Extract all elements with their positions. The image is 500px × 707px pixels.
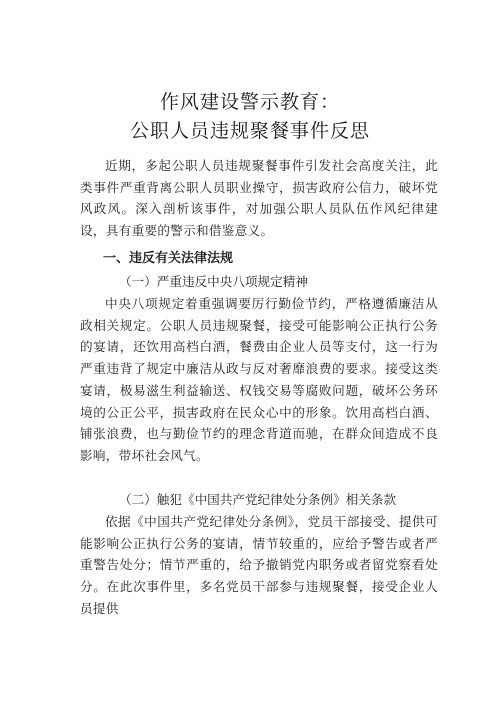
- subsection2-paragraph: 依据《中国共产党纪律处分条例》，党员干部接受、提供可能影响公正执行公务的宴请，情节较重的，应给予警告或者严重警告处分；情节严重的，给予撤销党内职务或者留党察看处分。在此次事件里，多名党员干部参与违规聚餐，接受企业人员提供: [80, 514, 438, 616]
- subsection1-heading: （一）严重违反中央八项规定精神: [119, 274, 308, 289]
- subsection2-heading: （二）触犯《中国共产党纪律处分条例》相关条款: [119, 492, 397, 507]
- section1-heading: 一、违反有关法律法规: [103, 251, 234, 266]
- document-title-line1: 作风建设警示教育：: [159, 91, 340, 113]
- subsection1-paragraph: 中央八项规定着重强调要厉行勤俭节约，严格遵循廉洁从政相关规定。公职人员违规聚餐，接受可能影响公正执行公务的宴请，还饮用高档白酒，餐费由企业人员等支付，这一行为严重违背了规定中廉洁从政与反对奢靡浪费的要求。接受这类宴请，极易滋生利益输送、权钱交易等腐败问题，破坏公务环境的公正公平，损害政府在民众心中的形象。饮用高档白酒、铺张浪费，也与勤俭节约的理念背道而驰，在群众间造成不良影响，带坏社会风气。: [80, 296, 438, 463]
- document-title-line2: 公职人员违规聚餐事件反思: [129, 120, 370, 142]
- intro-paragraph: 近期，多起公职人员违规聚餐事件引发社会高度关注，此类事件严重背离公职人员职业操守，损害政府公信力，破坏党风政风。深入剖析该事件，对加强公职人员队伍作风纪律建设，具有重要的警示和借鉴意义。: [80, 158, 438, 239]
